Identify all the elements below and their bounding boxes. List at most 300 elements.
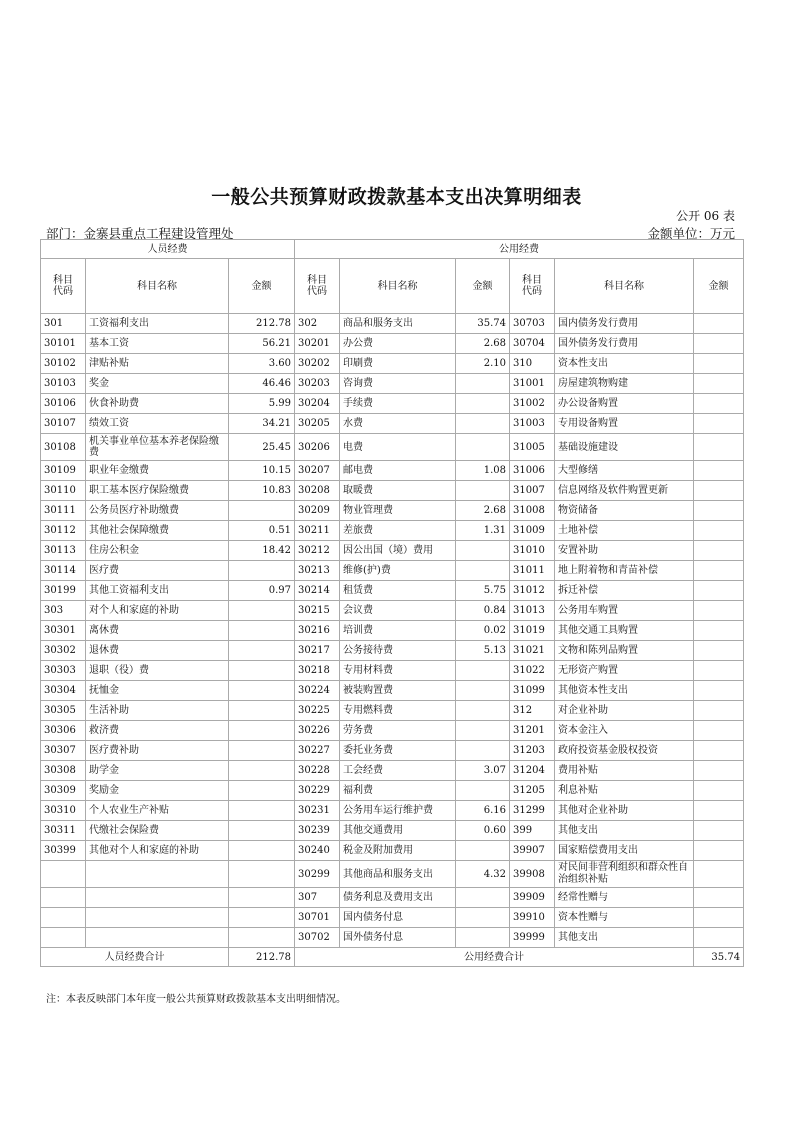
cell-code: 307 — [295, 888, 340, 908]
cell-name: 助学金 — [86, 761, 229, 781]
cell-amount — [229, 761, 295, 781]
cell-amount — [694, 908, 744, 928]
cell-code: 399 — [510, 821, 555, 841]
cell-amount — [456, 661, 510, 681]
cell-name: 对个人和家庭的补助 — [86, 601, 229, 621]
cell-name: 奖励金 — [86, 781, 229, 801]
cell-name: 大型修缮 — [555, 461, 694, 481]
cell-code: 30239 — [295, 821, 340, 841]
cell-amount: 0.02 — [456, 621, 510, 641]
cell-code: 31010 — [510, 541, 555, 561]
page-title: 一般公共预算财政拨款基本支出决算明细表 — [211, 186, 582, 208]
cell-code: 30240 — [295, 841, 340, 861]
cell-amount — [694, 394, 744, 414]
cell-name: 离休费 — [86, 621, 229, 641]
cell-name: 物资储备 — [555, 501, 694, 521]
cell-name: 福利费 — [340, 781, 456, 801]
column-header-row — [41, 259, 744, 314]
cell-amount — [694, 481, 744, 501]
cell-amount — [456, 481, 510, 501]
cell-name: 政府投资基金股权投资 — [555, 741, 694, 761]
col-amount-header: 金额 — [229, 259, 295, 314]
col-amount-header: 金额 — [456, 259, 510, 314]
cell-amount — [229, 888, 295, 908]
cell-amount — [694, 621, 744, 641]
cell-amount — [456, 741, 510, 761]
cell-name: 专用材料费 — [340, 661, 456, 681]
cell-amount: 6.16 — [456, 801, 510, 821]
cell-code: 31099 — [510, 681, 555, 701]
cell-amount — [456, 561, 510, 581]
cell-amount: 34.21 — [229, 414, 295, 434]
cell-amount — [456, 928, 510, 948]
table-row — [41, 761, 744, 781]
cell-code: 30303 — [41, 661, 86, 681]
cell-name: 经常性赠与 — [555, 888, 694, 908]
cell-name: 办公设备购置 — [555, 394, 694, 414]
cell-name: 资本性支出 — [555, 354, 694, 374]
cell-amount — [694, 701, 744, 721]
cell-amount: 5.75 — [456, 581, 510, 601]
cell-amount — [694, 821, 744, 841]
cell-code: 31011 — [510, 561, 555, 581]
cell-amount: 46.46 — [229, 374, 295, 394]
cell-amount — [694, 661, 744, 681]
cell-amount — [456, 781, 510, 801]
cell-name: 债务利息及费用支出 — [340, 888, 456, 908]
cell-code: 30108 — [41, 434, 86, 461]
cell-code: 30701 — [295, 908, 340, 928]
col-code-header: 科目 代码 — [510, 259, 555, 314]
cell-name: 咨询费 — [340, 374, 456, 394]
table-row — [41, 601, 744, 621]
cell-code: 310 — [510, 354, 555, 374]
cell-name: 职工基本医疗保险缴费 — [86, 481, 229, 501]
cell-name: 职业年金缴费 — [86, 461, 229, 481]
cell-code: 30201 — [295, 334, 340, 354]
cell-amount — [694, 314, 744, 334]
cell-name: 生活补助 — [86, 701, 229, 721]
cell-code: 31205 — [510, 781, 555, 801]
cell-name: 国内债务付息 — [340, 908, 456, 928]
cell-amount: 0.84 — [456, 601, 510, 621]
cell-name: 信息网络及软件购置更新 — [555, 481, 694, 501]
cell-amount — [229, 641, 295, 661]
cell-amount — [456, 394, 510, 414]
cell-code: 39909 — [510, 888, 555, 908]
cell-code: 31005 — [510, 434, 555, 461]
personnel-total-label: 人员经费合计 — [41, 948, 229, 967]
cell-code: 30704 — [510, 334, 555, 354]
table-row — [41, 641, 744, 661]
cell-code: 31003 — [510, 414, 555, 434]
cell-code: 30227 — [295, 741, 340, 761]
cell-name: 印刷费 — [340, 354, 456, 374]
cell-amount — [229, 908, 295, 928]
cell-name: 其他工资福利支出 — [86, 581, 229, 601]
cell-name: 退休费 — [86, 641, 229, 661]
table-row — [41, 661, 744, 681]
cell-name: 基本工资 — [86, 334, 229, 354]
cell-code: 30106 — [41, 394, 86, 414]
cell-name: 公务用车运行维护费 — [340, 801, 456, 821]
cell-name: 其他社会保障缴费 — [86, 521, 229, 541]
table-row — [41, 681, 744, 701]
cell-code: 30215 — [295, 601, 340, 621]
cell-amount — [229, 741, 295, 761]
cell-name: 差旅费 — [340, 521, 456, 541]
cell-name: 医疗费补助 — [86, 741, 229, 761]
cell-amount — [694, 641, 744, 661]
cell-code: 30113 — [41, 541, 86, 561]
cell-name: 绩效工资 — [86, 414, 229, 434]
cell-name — [86, 888, 229, 908]
cell-name: 国外债务发行费用 — [555, 334, 694, 354]
cell-name: 医疗费 — [86, 561, 229, 581]
cell-code: 30212 — [295, 541, 340, 561]
cell-amount — [694, 414, 744, 434]
table-row — [41, 561, 744, 581]
table-row — [41, 821, 744, 841]
cell-name: 因公出国（境）费用 — [340, 541, 456, 561]
cell-code: 30204 — [295, 394, 340, 414]
cell-code — [41, 928, 86, 948]
cell-name: 无形资产购置 — [555, 661, 694, 681]
table-row — [41, 334, 744, 354]
cell-code: 30202 — [295, 354, 340, 374]
cell-code: 31001 — [510, 374, 555, 394]
table-row — [41, 501, 744, 521]
cell-amount: 1.31 — [456, 521, 510, 541]
cell-name: 对企业补助 — [555, 701, 694, 721]
cell-amount — [229, 681, 295, 701]
table-row — [41, 928, 744, 948]
cell-code: 31203 — [510, 741, 555, 761]
table-row — [41, 721, 744, 741]
cell-code: 30206 — [295, 434, 340, 461]
cell-name: 电费 — [340, 434, 456, 461]
cell-amount — [694, 781, 744, 801]
cell-code: 30304 — [41, 681, 86, 701]
cell-name: 维修(护)费 — [340, 561, 456, 581]
cell-name: 住房公积金 — [86, 541, 229, 561]
cell-code: 30111 — [41, 501, 86, 521]
cell-code: 30702 — [295, 928, 340, 948]
cell-amount — [694, 541, 744, 561]
cell-amount — [229, 821, 295, 841]
table-row — [41, 781, 744, 801]
table-row — [41, 581, 744, 601]
table-row — [41, 908, 744, 928]
table-row — [41, 374, 744, 394]
cell-amount — [456, 721, 510, 741]
cell-code: 31021 — [510, 641, 555, 661]
cell-amount — [694, 741, 744, 761]
cell-code: 302 — [295, 314, 340, 334]
cell-name: 其他商品和服务支出 — [340, 861, 456, 888]
cell-amount — [229, 781, 295, 801]
cell-name: 利息补贴 — [555, 781, 694, 801]
table-row — [41, 841, 744, 861]
cell-name: 机关事业单位基本养老保险缴费 — [86, 434, 229, 461]
cell-amount — [694, 841, 744, 861]
cell-code: 30309 — [41, 781, 86, 801]
totals-row — [41, 948, 744, 967]
cell-name: 商品和服务支出 — [340, 314, 456, 334]
cell-amount: 56.21 — [229, 334, 295, 354]
cell-amount — [229, 701, 295, 721]
cell-amount — [229, 861, 295, 888]
cell-name: 资本性赠与 — [555, 908, 694, 928]
table-row — [41, 461, 744, 481]
cell-amount — [694, 334, 744, 354]
cell-name: 其他对企业补助 — [555, 801, 694, 821]
cell-code: 30305 — [41, 701, 86, 721]
cell-code: 30112 — [41, 521, 86, 541]
cell-code: 30302 — [41, 641, 86, 661]
cell-amount: 35.74 — [456, 314, 510, 334]
cell-amount: 10.83 — [229, 481, 295, 501]
cell-amount — [694, 521, 744, 541]
cell-code: 30213 — [295, 561, 340, 581]
table-row — [41, 521, 744, 541]
cell-code: 30228 — [295, 761, 340, 781]
expenditure-detail-table — [40, 239, 744, 967]
cell-code: 30203 — [295, 374, 340, 394]
footnote: 注：本表反映部门本年度一般公共预算财政拨款基本支出明细情况。 — [46, 994, 346, 1005]
cell-name: 房屋建筑物购建 — [555, 374, 694, 394]
cell-amount — [694, 354, 744, 374]
cell-code: 30103 — [41, 374, 86, 394]
cell-code: 301 — [41, 314, 86, 334]
cell-amount: 5.99 — [229, 394, 295, 414]
cell-name: 委托业务费 — [340, 741, 456, 761]
cell-amount — [229, 721, 295, 741]
cell-name: 代缴社会保险费 — [86, 821, 229, 841]
cell-code — [41, 908, 86, 928]
cell-code: 31012 — [510, 581, 555, 601]
cell-amount — [456, 541, 510, 561]
cell-amount — [694, 721, 744, 741]
cell-amount — [229, 661, 295, 681]
cell-code: 30225 — [295, 701, 340, 721]
cell-amount — [694, 928, 744, 948]
cell-code: 31008 — [510, 501, 555, 521]
cell-name: 其他资本性支出 — [555, 681, 694, 701]
public-total-label: 公用经费合计 — [295, 948, 694, 967]
table-row — [41, 414, 744, 434]
cell-code: 30301 — [41, 621, 86, 641]
cell-code: 31299 — [510, 801, 555, 821]
cell-amount: 3.07 — [456, 761, 510, 781]
cell-code: 312 — [510, 701, 555, 721]
cell-name: 地上附着物和青苗补偿 — [555, 561, 694, 581]
cell-code: 30114 — [41, 561, 86, 581]
cell-name: 租赁费 — [340, 581, 456, 601]
cell-amount — [694, 681, 744, 701]
cell-amount — [694, 861, 744, 888]
cell-code: 30214 — [295, 581, 340, 601]
cell-code: 30218 — [295, 661, 340, 681]
table-row — [41, 621, 744, 641]
cell-code: 30109 — [41, 461, 86, 481]
cell-amount: 10.15 — [229, 461, 295, 481]
cell-amount — [229, 601, 295, 621]
table-row — [41, 394, 744, 414]
cell-name: 安置补助 — [555, 541, 694, 561]
cell-code: 30231 — [295, 801, 340, 821]
personnel-total-value: 212.78 — [229, 948, 295, 967]
cell-code: 31019 — [510, 621, 555, 641]
cell-name: 其他对个人和家庭的补助 — [86, 841, 229, 861]
cell-name: 工资福利支出 — [86, 314, 229, 334]
cell-name: 会议费 — [340, 601, 456, 621]
cell-amount: 3.60 — [229, 354, 295, 374]
cell-amount — [229, 621, 295, 641]
cell-name: 基础设施建设 — [555, 434, 694, 461]
group-header-row — [41, 240, 744, 259]
cell-amount — [456, 374, 510, 394]
cell-code: 39907 — [510, 841, 555, 861]
cell-name: 专用设备购置 — [555, 414, 694, 434]
cell-name: 邮电费 — [340, 461, 456, 481]
cell-code: 30211 — [295, 521, 340, 541]
cell-name: 专用燃料费 — [340, 701, 456, 721]
cell-amount — [229, 561, 295, 581]
cell-amount: 25.45 — [229, 434, 295, 461]
cell-name: 退职（役）费 — [86, 661, 229, 681]
cell-code: 30310 — [41, 801, 86, 821]
cell-name — [86, 908, 229, 928]
cell-name: 被装购置费 — [340, 681, 456, 701]
cell-amount: 2.68 — [456, 334, 510, 354]
cell-name: 公务员医疗补助缴费 — [86, 501, 229, 521]
cell-name: 取暖费 — [340, 481, 456, 501]
cell-amount — [456, 888, 510, 908]
cell-amount — [694, 581, 744, 601]
cell-code: 39908 — [510, 861, 555, 888]
col-amount-header: 金额 — [694, 259, 744, 314]
cell-name: 其他交通工具购置 — [555, 621, 694, 641]
cell-name: 文物和陈列品购置 — [555, 641, 694, 661]
cell-name: 劳务费 — [340, 721, 456, 741]
table-row — [41, 314, 744, 334]
cell-name: 国内债务发行费用 — [555, 314, 694, 334]
cell-amount — [229, 928, 295, 948]
cell-amount: 1.08 — [456, 461, 510, 481]
table-row — [41, 801, 744, 821]
cell-amount — [456, 681, 510, 701]
table-row — [41, 701, 744, 721]
cell-code: 30307 — [41, 741, 86, 761]
cell-name: 资本金注入 — [555, 721, 694, 741]
cell-code: 30229 — [295, 781, 340, 801]
cell-amount — [229, 501, 295, 521]
cell-name: 奖金 — [86, 374, 229, 394]
cell-code: 30306 — [41, 721, 86, 741]
cell-code: 30216 — [295, 621, 340, 641]
cell-name: 拆迁补偿 — [555, 581, 694, 601]
cell-name — [86, 928, 229, 948]
cell-code: 30224 — [295, 681, 340, 701]
cell-code: 31009 — [510, 521, 555, 541]
table-row — [41, 861, 744, 888]
cell-name: 对民间非营利组织和群众性自治组织补贴 — [555, 861, 694, 888]
amount-unit-label: 金额单位：万元 — [647, 226, 735, 241]
cell-code — [41, 888, 86, 908]
cell-code: 31007 — [510, 481, 555, 501]
cell-amount — [694, 888, 744, 908]
cell-code: 31201 — [510, 721, 555, 741]
cell-code: 30226 — [295, 721, 340, 741]
cell-name: 费用补贴 — [555, 761, 694, 781]
table-row — [41, 434, 744, 461]
cell-code: 30209 — [295, 501, 340, 521]
cell-amount — [694, 561, 744, 581]
cell-amount: 0.60 — [456, 821, 510, 841]
cell-name: 抚恤金 — [86, 681, 229, 701]
table-row — [41, 541, 744, 561]
table-row — [41, 888, 744, 908]
cell-code: 30205 — [295, 414, 340, 434]
cell-name: 水费 — [340, 414, 456, 434]
cell-amount: 4.32 — [456, 861, 510, 888]
cell-name: 物业管理费 — [340, 501, 456, 521]
cell-amount: 212.78 — [229, 314, 295, 334]
cell-amount — [229, 841, 295, 861]
cell-amount — [456, 841, 510, 861]
cell-name: 国家赔偿费用支出 — [555, 841, 694, 861]
cell-code: 31013 — [510, 601, 555, 621]
cell-code: 39999 — [510, 928, 555, 948]
cell-name: 公务接待费 — [340, 641, 456, 661]
cell-amount: 2.10 — [456, 354, 510, 374]
cell-amount — [694, 461, 744, 481]
cell-name: 救济费 — [86, 721, 229, 741]
cell-amount — [694, 434, 744, 461]
cell-amount: 2.68 — [456, 501, 510, 521]
cell-code: 30102 — [41, 354, 86, 374]
cell-amount — [456, 414, 510, 434]
cell-code: 31022 — [510, 661, 555, 681]
cell-amount — [456, 434, 510, 461]
cell-amount: 18.42 — [229, 541, 295, 561]
cell-code: 30308 — [41, 761, 86, 781]
cell-code: 30199 — [41, 581, 86, 601]
cell-code: 30208 — [295, 481, 340, 501]
cell-amount — [694, 374, 744, 394]
cell-name: 土地补偿 — [555, 521, 694, 541]
department-label: 部门：金寨县重点工程建设管理处 — [46, 226, 234, 241]
cell-amount: 0.51 — [229, 521, 295, 541]
cell-amount — [229, 801, 295, 821]
cell-name — [86, 861, 229, 888]
cell-code: 30207 — [295, 461, 340, 481]
cell-code: 30217 — [295, 641, 340, 661]
col-name-header: 科目名称 — [555, 259, 694, 314]
cell-code: 30107 — [41, 414, 86, 434]
cell-name: 公务用车购置 — [555, 601, 694, 621]
cell-name: 税金及附加费用 — [340, 841, 456, 861]
table-row — [41, 354, 744, 374]
cell-code: 30703 — [510, 314, 555, 334]
cell-amount: 5.13 — [456, 641, 510, 661]
cell-code: 303 — [41, 601, 86, 621]
cell-code: 30299 — [295, 861, 340, 888]
cell-amount: 0.97 — [229, 581, 295, 601]
cell-amount — [456, 908, 510, 928]
cell-code: 30399 — [41, 841, 86, 861]
